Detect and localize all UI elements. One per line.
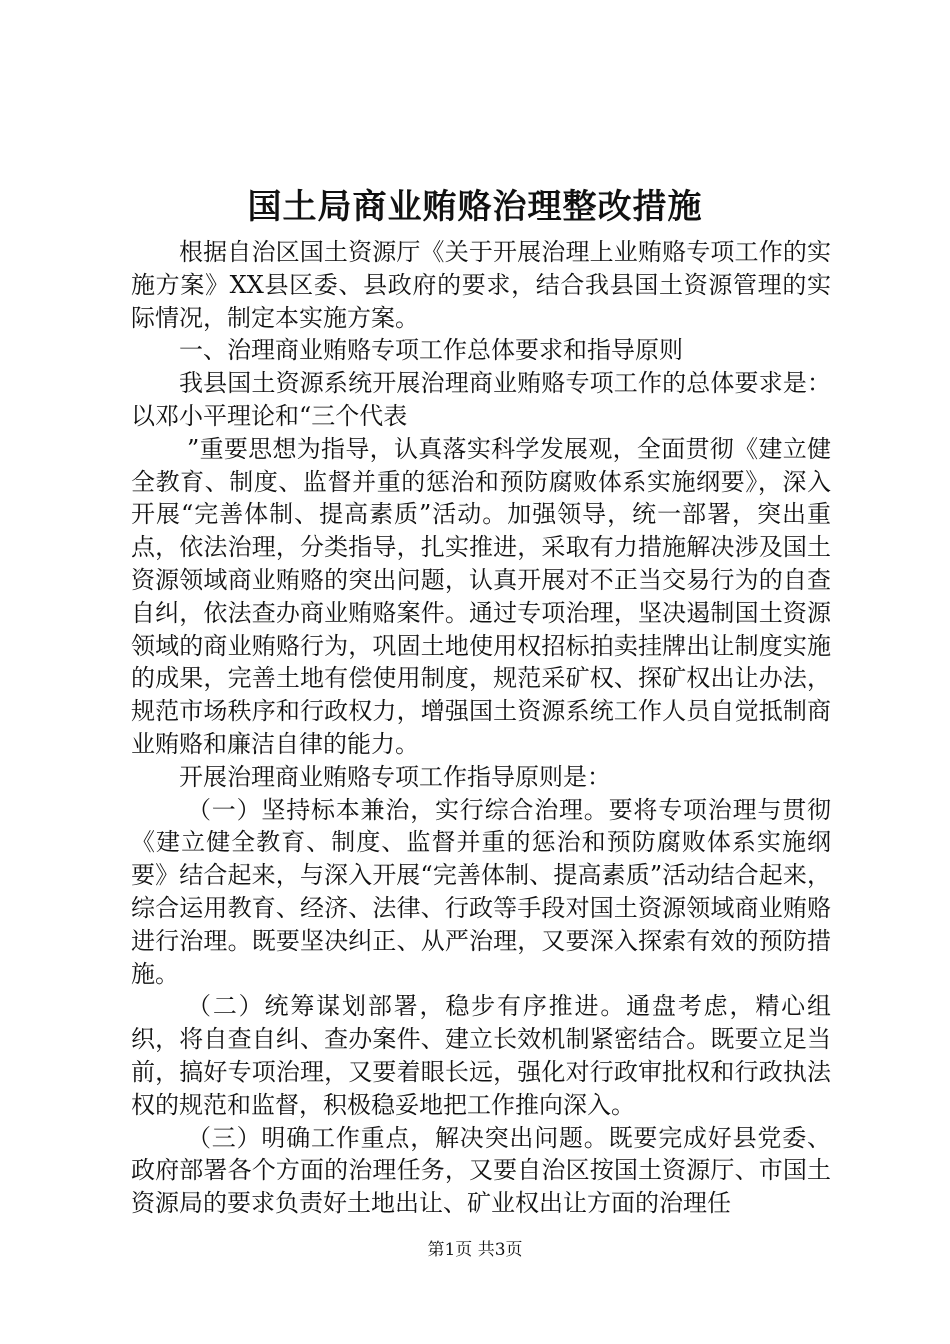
paragraph-principles-intro: 开展治理商业贿赂专项工作指导原则是： [179, 762, 611, 791]
paragraph-principle-2: （二）统筹谋划部署，稳步有序推进。通盘考虑，精心组织，将自查自纠、查办案件、建立长效机制紧密结合。既要立足当前，搞好专项治理，又要着眼长远，强化对行政审批权和行政执法权的规范和监督，积极稳妥地把工作推向深入。 [131, 992, 831, 1119]
paragraph-principle-3: （三）明确工作重点，解决突出问题。既要完成好县党委、政府部署各个方面的治理任务，又要自治区按国土资源厅、市国土资源局的要求负责好土地出让、矿业权出让方面的治理任 [131, 1123, 831, 1218]
document-body [131, 236, 831, 1220]
paragraph-general-requirement: 我县国土资源系统开展治理商业贿赂专项工作的总体要求是：以邓小平理论和“三个代表 [131, 369, 831, 430]
section-heading-1: 一、治理商业贿赂专项工作总体要求和指导原则 [179, 336, 683, 365]
paragraph-guiding-thought: ”重要思想为指导，认真落实科学发展观，全面贯彻《建立健全教育、制度、监督并重的惩治和预防腐败体系实施纲要》，深入开展“完善体制、提高素质”活动。加强领导，统一部署，突出重点，依法治理，分类指导，扎实推进，采取有力措施解决涉及国土资源领域商业贿赂的突出问题，认真开展对不正当交易行为的自查自纠，依法查办商业贿赂案件。通过专项治理，坚决遏制国土资源领域的商业贿赂行为，巩固土地使用权招标拍卖挂牌出让制度实施的成果，完善土地有偿使用制度，规范采矿权、探矿权出让办法，规范市场秩序和行政权力，增强国土资源系统工作人员自觉抵制商业贿赂和廉洁自律的能力。 [131, 434, 831, 758]
paragraph-intro: 根据自治区国土资源厅《关于开展治理上业贿赂专项工作的实施方案》XX县区委、县政府的要求，结合我县国土资源管理的实际情况，制定本实施方案。 [131, 238, 831, 332]
paragraph-principle-1: （一）坚持标本兼治，实行综合治理。要将专项治理与贯彻《建立健全教育、制度、监督并重的惩治和预防腐败体系实施纲要》结合起来，与深入开展“完善体制、提高素质”活动结合起来，综合运用教育、经济、法律、行政等手段对国土资源领域商业贿赂进行治理。既要坚决纠正、从严治理，又要深入探索有效的预防措施。 [131, 795, 831, 988]
document-title: 国土局商业贿赂治理整改措施 [247, 187, 703, 227]
page-number: 第1页 共3页 [427, 1240, 523, 1260]
